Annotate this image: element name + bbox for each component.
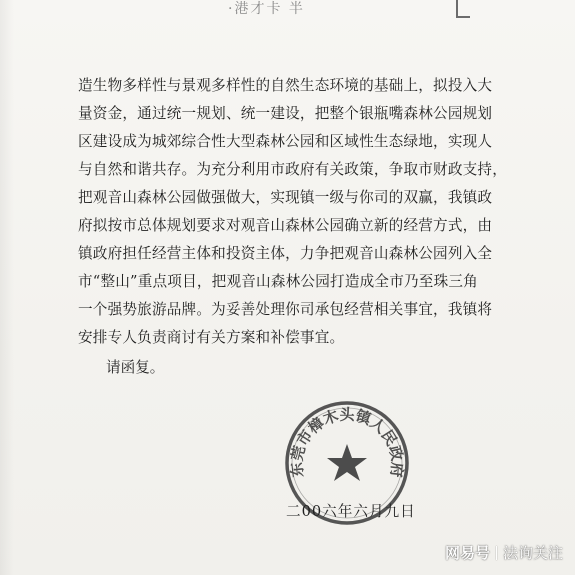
letter-line: 把观音山森林公园做强做大，实现镇一级与你司的双赢，我镇政 bbox=[78, 189, 493, 206]
letter-line: 造生物多样性与景观多样性的自然生态环境的基础上，拟投入大 bbox=[78, 77, 493, 94]
letter-line: 与自然和谐共存。为充分利用市政府有关政策，争取市财政支持， bbox=[78, 161, 508, 178]
letter-line: 市“整山”重点项目，把观音山森林公园打造成全市乃至珠三角 bbox=[78, 273, 478, 290]
seal-star-icon bbox=[327, 444, 367, 481]
corner-mark bbox=[456, 0, 470, 18]
watermark bbox=[445, 542, 563, 563]
letter-line: 安排专人负责商讨有关方案和补偿事宜。 bbox=[78, 329, 345, 346]
letter-line: 区建设成为城郊综合性大型森林公园和区域性生态绿地，实现人 bbox=[78, 133, 493, 150]
closing-remark: 请函复。 bbox=[106, 359, 165, 376]
letter-line: 一个强势旅游品牌。为妥善处理你司承包经营相关事宜，我镇将 bbox=[78, 301, 493, 318]
watermark-divider bbox=[496, 546, 497, 560]
watermark-account: 法询关注 bbox=[502, 544, 563, 562]
seal-text: 东莞市樟木头镇人民政府 bbox=[287, 405, 407, 479]
letter-line: 镇政府担任经营主体和投资主体，力争把观音山森林公园列入全 bbox=[78, 245, 493, 262]
letter-line: 府拟按市总体规划要求对观音山森林公园确立新的经营方式，由 bbox=[78, 217, 493, 234]
watermark-logo: 网易号 bbox=[444, 544, 490, 562]
letter-line: 量资金，通过统一规划、统一建设，把整个银瓶嘴森林公园规划 bbox=[78, 105, 493, 122]
page-edge-shadow bbox=[0, 0, 14, 575]
letter-date: 二00六年六月九日 bbox=[286, 503, 416, 520]
header-fragment: ·港才卡 半 bbox=[228, 1, 305, 17]
letter-body bbox=[78, 72, 508, 352]
